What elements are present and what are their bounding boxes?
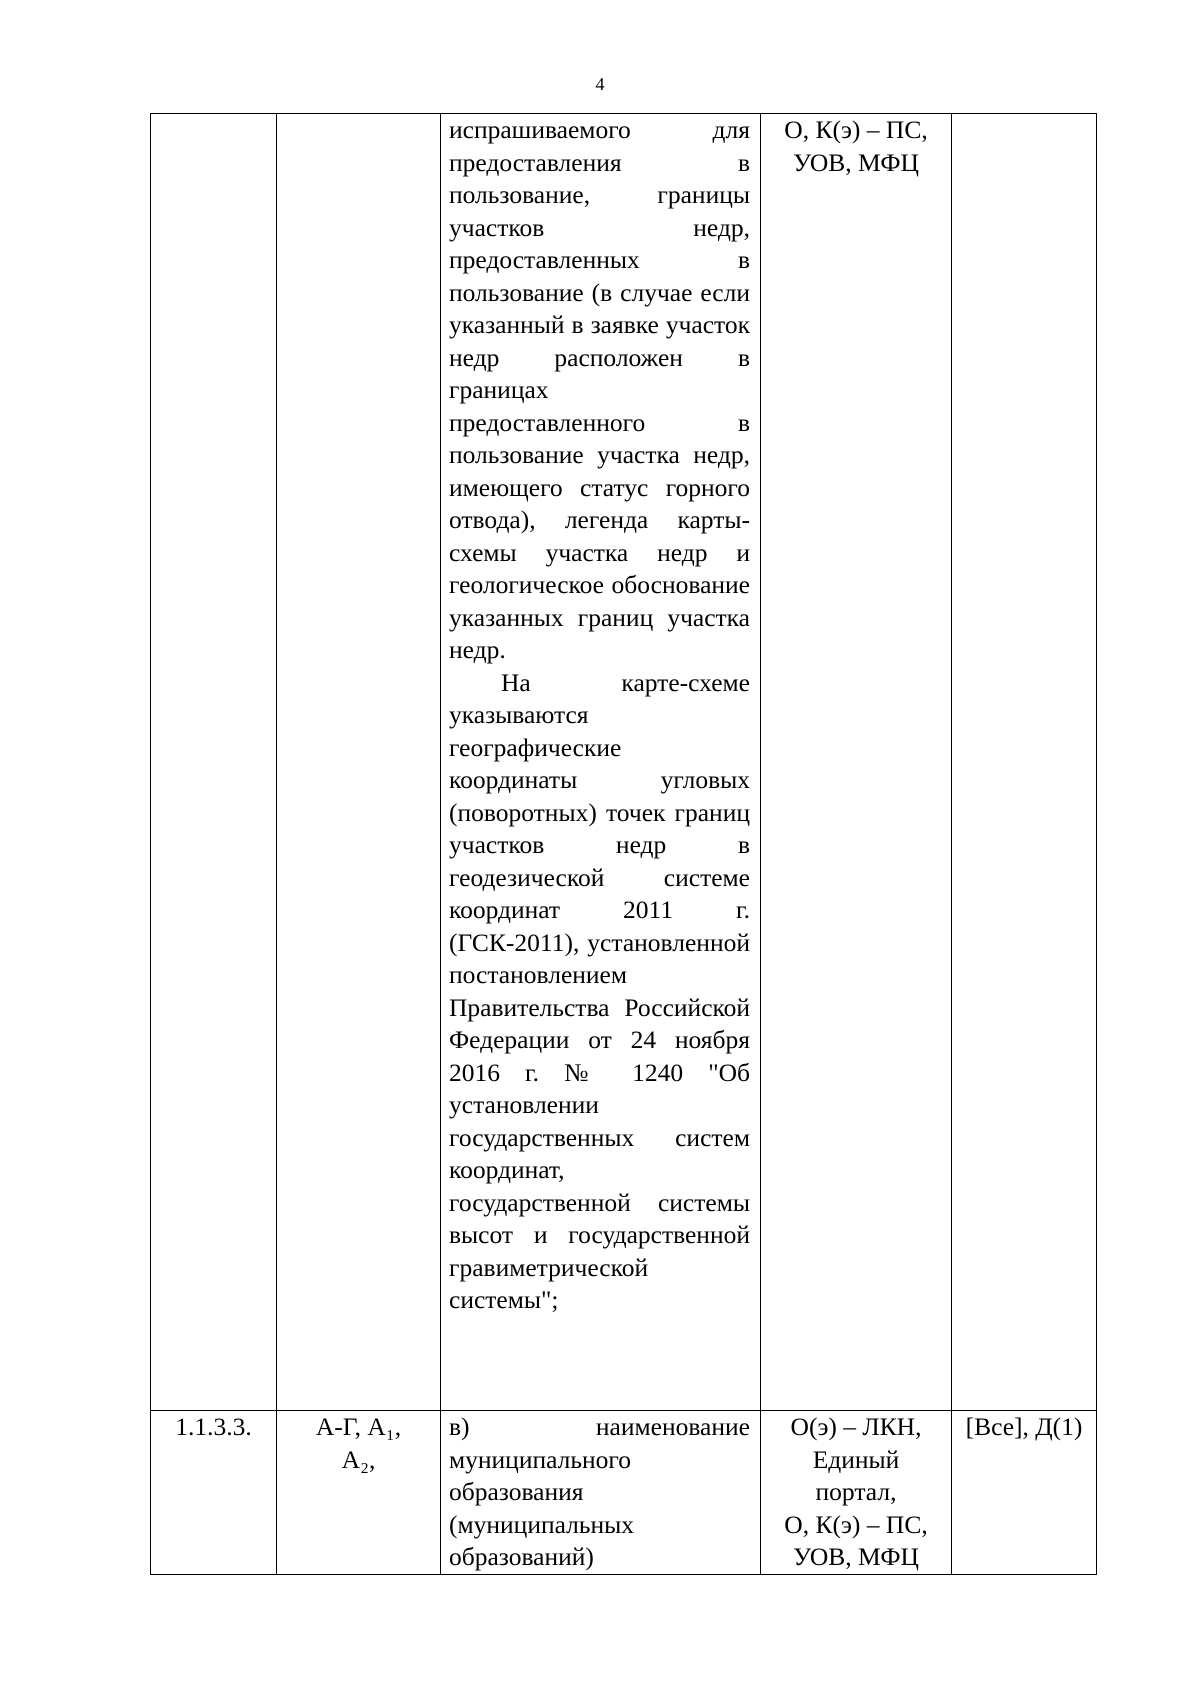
row-number-cell: [151, 1411, 277, 1575]
categories-cell: [277, 1411, 441, 1575]
page-number: 4: [595, 74, 605, 94]
table-row: [151, 114, 1097, 1411]
row-number: 1.1.3.3.: [175, 1412, 252, 1441]
document-table: [150, 113, 1097, 1575]
source-line: О, К(э) – ПС,: [784, 1509, 928, 1539]
description-paragraph: испрашиваемого для предоставления в пользование, границы участков недр, предоставленных в пользование (в случае если указанный в заявке участок недр расположен в границах предоставленного в пользование участка недр, имеющего статус горного отвода), легенда карты-схемы участка недр и геологическое обоснование указанных границ участка недр.: [449, 115, 750, 664]
source-line: портал,: [815, 1477, 897, 1506]
category-line: А-Г, А₁,: [315, 1412, 402, 1441]
source-cell: [761, 1411, 952, 1575]
table-row: [151, 1411, 1097, 1575]
description-cell: [441, 1411, 761, 1575]
row-number-cell: [151, 114, 277, 1411]
categories-cell: [277, 114, 441, 1411]
category-line: А₂,: [341, 1444, 376, 1474]
source-cell: [761, 114, 952, 1411]
access-value: [Все], Д(1): [965, 1412, 1083, 1441]
access-cell: [952, 114, 1097, 1411]
source-line: Единый: [812, 1444, 900, 1474]
source-line: УОВ, МФЦ: [793, 147, 919, 177]
source-line: О(э) – ЛКН,: [790, 1412, 922, 1441]
source-line: УОВ, МФЦ: [793, 1542, 919, 1571]
access-cell: [952, 1411, 1097, 1575]
description-paragraph: На карте-схеме указываются географические координаты угловых (поворотных) точек границ участков недр в геодезической системе координат 2011 г. (ГСК-2011), установленной постановлением Правительства Российской Федерации от 24 ноября 2016 г. № 1240 "Об установлении государственных систем координат, государственной системы высот и государственной гравиметрической системы";: [449, 667, 750, 1314]
description-paragraph: в) наименование муниципального образования (муниципальных образований): [449, 1412, 750, 1571]
source-line: О, К(э) – ПС,: [784, 115, 928, 144]
description-cell: [441, 114, 761, 1411]
